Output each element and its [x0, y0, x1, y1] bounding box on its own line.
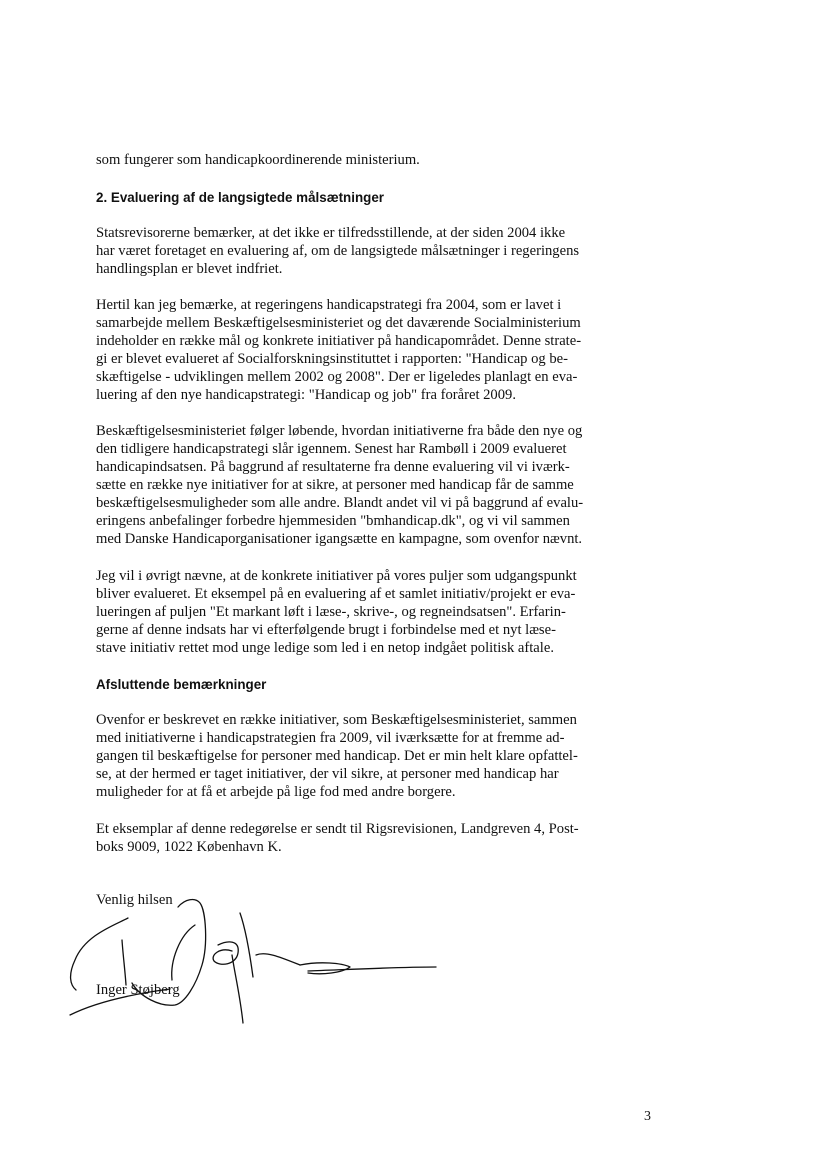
text-line: har været foretaget en evaluering af, om de langsigtede målsætninger i regeringens: [96, 243, 580, 259]
text-line: Hertil kan jeg bemærke, at regeringens handicapstrategi fra 2004, som er lavet i: [96, 297, 562, 313]
paragraph-ministeriet-folger: [96, 422, 656, 548]
paragraph-puljer: [96, 567, 656, 657]
section-heading-afsluttende: Afsluttende bemærkninger: [96, 677, 267, 692]
section-heading-evaluering: 2. Evaluering af de langsigtede målsætninger: [96, 190, 384, 205]
text-line: beskæftigelsesmuligheder som alle andre. Blandt andet vil vi på baggrund af evalu-: [96, 495, 584, 511]
text-line: boks 9009, 1022 København K.: [96, 839, 282, 855]
text-line: se, at der hermed er taget initiativer, der vil sikre, at personer med handicap har: [96, 766, 559, 782]
page-number: 3: [644, 1109, 651, 1124]
paragraph-statsrevisorerne: [96, 224, 656, 278]
text-line: stave initiativ rettet mod unge ledige som led i en netop indgået politisk aftale.: [96, 640, 554, 656]
text-line: handicapindsatsen. På baggrund af resultaterne fra denne evaluering vil vi iværk-: [96, 459, 570, 475]
text-line: handlingsplan er blevet indfriet.: [96, 261, 283, 277]
text-line: gi er blevet evalueret af Socialforskningsinstituttet i rapporten: "Handicap og be-: [96, 351, 568, 367]
text-line: Ovenfor er beskrevet en række initiativer, som Beskæftigelsesministeriet, sammen: [96, 712, 577, 728]
paragraph-ovenfor: [96, 711, 656, 801]
handwritten-signature: [60, 885, 460, 1035]
text-line: Inger Støjberg: [96, 982, 180, 998]
text-line: Statsrevisorerne bemærker, at det ikke er tilfredsstillende, at der siden 2004 ikke: [96, 225, 566, 241]
text-line: sætte en række nye initiativer for at sikre, at personer med handicap får de samme: [96, 477, 574, 493]
text-line: samarbejde mellem Beskæftigelsesministeriet og det daværende Socialministerium: [96, 315, 581, 331]
text-line: muligheder for at få et arbejde på lige fod med andre borgere.: [96, 784, 456, 800]
text-line: skæftigelse - udviklingen mellem 2002 og 2008". Der er ligeledes planlagt en eva-: [96, 369, 578, 385]
paragraph-handicapstrategi: [96, 296, 656, 404]
text-line: luering af den nye handicapstrategi: "Handicap og job" fra foråret 2009.: [96, 387, 516, 403]
text-line: med initiativerne i handicapstrategien fra 2009, vil iværksætte for at fremme ad-: [96, 730, 565, 746]
text-line: med Danske Handicaporganisationer igangsætte en kampagne, som ovenfor nævnt.: [96, 531, 583, 547]
text-line: lueringen af puljen "Et markant løft i læse-, skrive-, og regneindsatsen". Erfarin-: [96, 604, 566, 620]
text-line: den tidligere handicapstrategi slår igennem. Senest har Rambøll i 2009 evalueret: [96, 441, 567, 457]
intro-paragraph: [96, 151, 656, 169]
text-line: Beskæftigelsesministeriet følger løbende, hvordan initiativerne fra både den nye og: [96, 423, 583, 439]
text-line: bliver evalueret. Et eksempel på en evaluering af et samlet initiativ/projekt er eva-: [96, 586, 576, 602]
text-line: eringens anbefalinger forbedre hjemmesiden "bmhandicap.dk", og vi vil sammen: [96, 513, 570, 529]
text-line: Et eksemplar af denne redegørelse er sendt til Rigsrevisionen, Landgreven 4, Post-: [96, 821, 579, 837]
text-line: Venlig hilsen: [96, 892, 173, 908]
text-line: gerne af denne indsats har vi efterfølgende brugt i forbindelse med et nyt læse-: [96, 622, 556, 638]
text-line: som fungerer som handicapkoordinerende ministerium.: [96, 152, 420, 168]
paragraph-eksemplar: [96, 820, 656, 856]
text-line: Jeg vil i øvrigt nævne, at de konkrete initiativer på vores puljer som udgangspunkt: [96, 568, 577, 584]
text-line: indeholder en række mål og konkrete initiativer på handicapområdet. Denne strate-: [96, 333, 582, 349]
text-line: gangen til beskæftigelse for personer med handicap. Det er min helt klare opfattel-: [96, 748, 578, 764]
